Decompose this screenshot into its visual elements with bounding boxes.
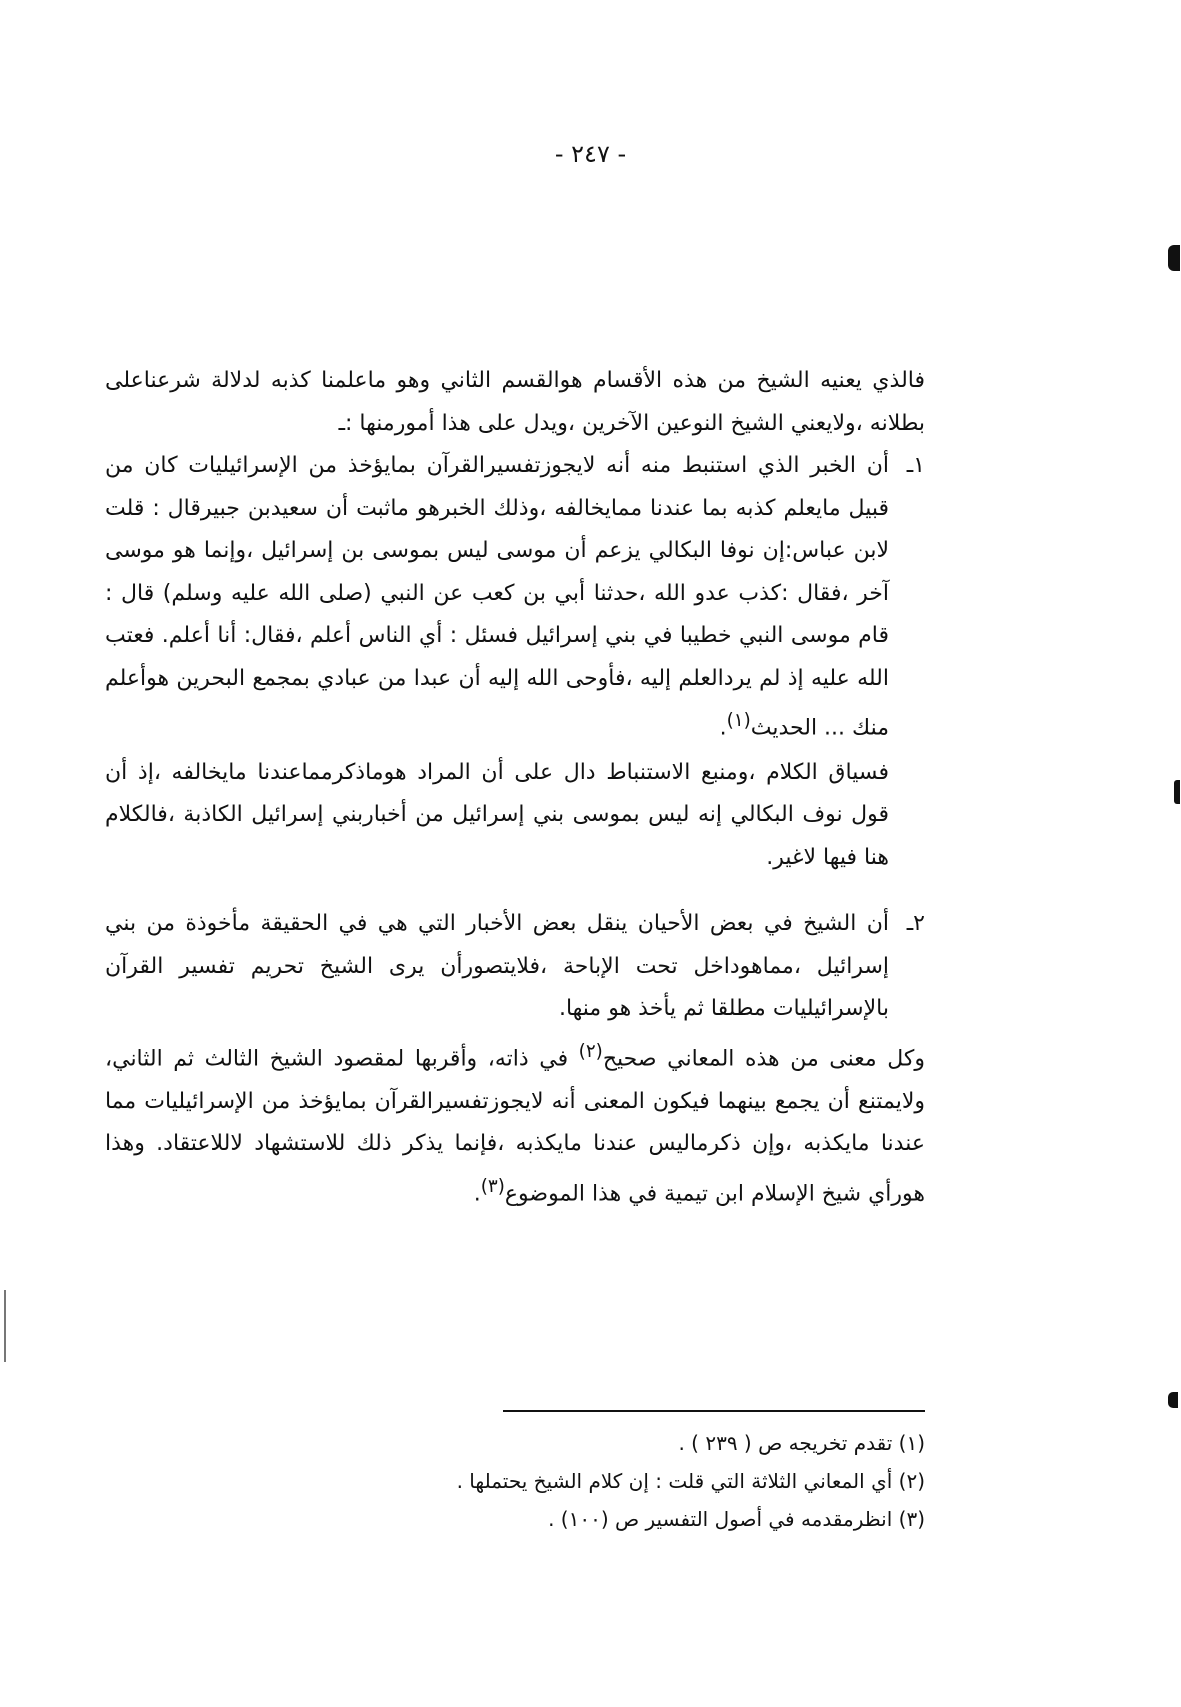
intro-paragraph: فالذي يعنيه الشيخ من هذه الأقسام هوالقسم الثاني وهو ماعلمنا كذبه لدلالة شرعناعلى بطلانه ،ولايعني الشيخ النوعين الآخرين ،ويدل على هذا أمورمنها :ـ (105, 368, 925, 436)
point-text-end: . (719, 715, 727, 741)
point-number: ٢ـ (906, 911, 925, 937)
footnote-3: (٣) انظرمقدمه في أصول التفسير ص (١٠٠) . (548, 1507, 925, 1531)
scan-edge-mark (1168, 245, 1180, 271)
point-text (105, 445, 889, 750)
main-text (105, 360, 925, 1215)
closing-part-2: في ذاته، وأقربها لمقصود الشيخ الثالث ثم الثاني، ولايمتنع أن يجمع بينهما فيكون المعنى أنه لايجوزتفسيرالقرآن بمايؤخذ من الإسرائيليات مما عندنا مايكذبه ،وإن ذكرماليس عندنا مايكذبه ،فإنما يذكر ذلك للاستشهاد لاللاعتقاد. وهذا هورأي شيخ الإسلام ابن تيمية في هذا الموضوع (105, 1046, 925, 1206)
footnote-ref-3: (٣) (480, 1175, 505, 1197)
closing-part-1: وكل معنى من هذه المعاني صحيح (602, 1046, 926, 1072)
footnotes (260, 1424, 925, 1538)
footnote-2: (٢) أي المعاني الثلاثة التي قلت : إن كلام الشيخ يحتملها . (456, 1469, 925, 1493)
closing-end: . (473, 1180, 481, 1206)
closing-paragraph (105, 1031, 925, 1216)
footnote-1: (١) تقدم تخريجه ص ( ٢٣٩ ) . (678, 1431, 925, 1455)
point-content (105, 445, 889, 879)
point-content (105, 903, 889, 1031)
numbered-point-1 (105, 445, 925, 879)
scan-edge-mark (1168, 1392, 1178, 1408)
scan-edge-mark (4, 1290, 6, 1362)
footnote-divider (503, 1410, 925, 1412)
footnote-ref-2: (٢) (578, 1040, 603, 1062)
page-number: - ٢٤٧ - (554, 140, 627, 168)
scan-edge-mark (1174, 780, 1180, 804)
numbered-point-2 (105, 903, 925, 1031)
point-text: أن الشيخ في بعض الأحيان ينقل بعض الأخبار التي هي في الحقيقة مأخوذة من بني إسرائيل ،مماهوداخل تحت الإباحة ،فلايتصورأن يرى الشيخ تحريم تفسير القرآن بالإسرائيليات مطلقا ثم يأخذ هو منها. (105, 911, 889, 1022)
point-continuation: فسياق الكلام ،ومنبع الاستنباط دال على أن المراد هوماذكرمماعندنا مايخالفه ،إذ أن قول نوف البكالي إنه ليس بموسى بني إسرائيل من أخباربني إسرائيل الكاذبة ،فالكلام هنا فيها لاغير. (105, 759, 889, 870)
point-number: ١ـ (906, 453, 925, 478)
point-text-body: أن الخبر الذي استنبط منه أنه لايجوزتفسيرالقرآن بمايؤخذ من الإسرائيليات كان من قبيل مايعلم كذبه بما عندنا ممايخالفه ،وذلك الخبرهو ماثبت أن سعيدبن جبيرقال : قلت لابن عباس:إن نوفا البكالي يزعم أن موسى ليس بموسى بن إسرائيل ،وإنما هو موسى آخر ،فقال :كذب عدو الله ،حدثنا أبي بن كعب عن النبي (صلى الله عليه وسلم) قال : قام موسى النبي خطيبا في بني إسرائيل فسئل : أي الناس أعلم ،فقال: أنا أعلم. فعتب الله عليه إذ لم يردالعلم إليه ،فأوحى الله إليه أن عبدا من عبادي بمجمع البحرين هوأعلم منك ... الحديث (105, 453, 889, 741)
footnote-ref-1: (١) (726, 710, 751, 731)
